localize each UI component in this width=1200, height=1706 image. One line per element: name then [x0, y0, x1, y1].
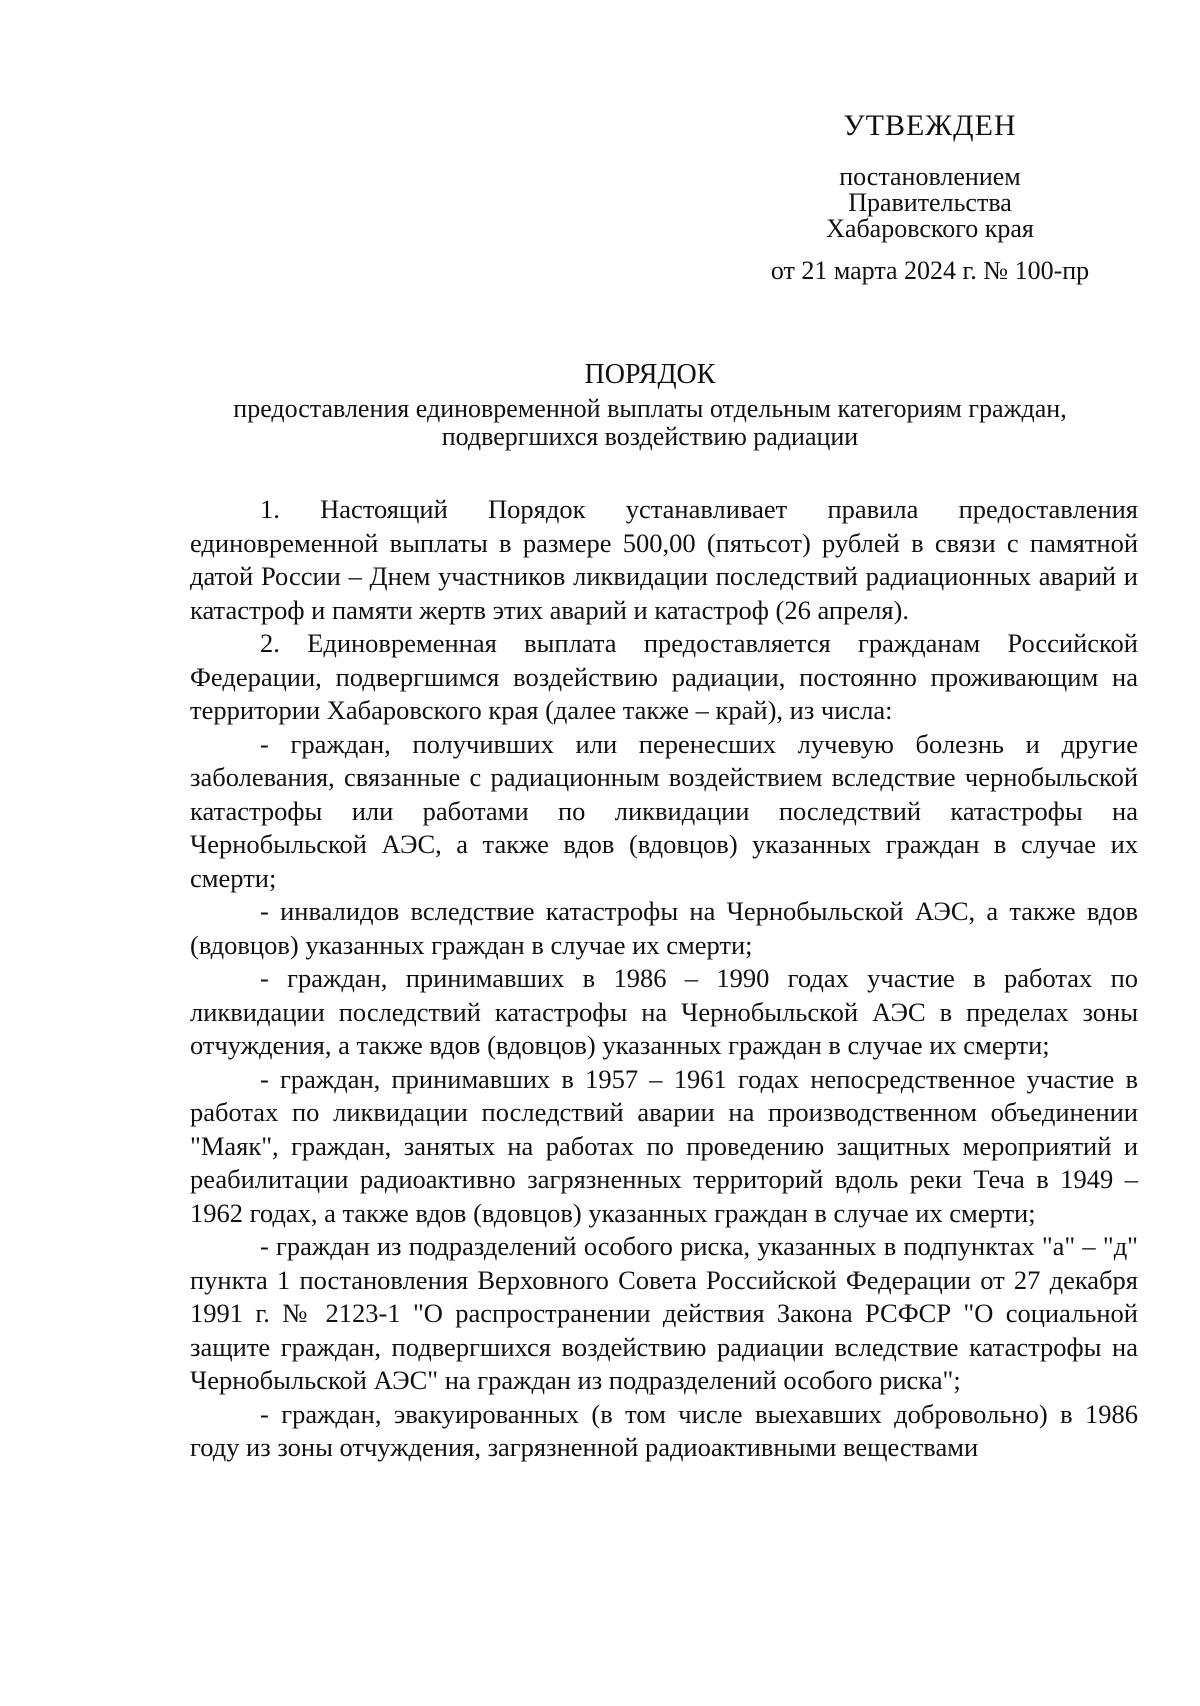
spacer: [740, 144, 1120, 164]
list-item: - граждан, принимавших в 1986 – 1990 годах участие в работах по ликвидации последствий катастрофы на Чернобыльской АЭС в пределах зоны отчуждения, а также вдов (вдовцов) указанных граждан в случае их смерти;: [190, 963, 1138, 1060]
list-item: - инвалидов вследствие катастрофы на Чернобыльской АЭС, а также вдов (вдовцов) указанных граждан в случае их смерти;: [190, 896, 1138, 960]
list-item: - граждан из подразделений особого риска, указанных в подпунктах "а" – "д" пункта 1 постановления Верховного Совета Российской Федерации от 27 декабря 1991 г. № 2123-1 "О распространении действия Закона РСФСР "О социальной защите граждан, подвергшихся воздействию радиации вследствие катастрофы на Чернобыльской АЭС" на граждан из подразделений особого риска";: [190, 1231, 1138, 1395]
approval-stamp-block: [740, 108, 1120, 286]
list-item: - граждан, эвакуированных (в том числе выехавших добровольно) в 1986 году из зоны отчуждения, загрязненной радиоактивными веществами: [190, 1398, 1138, 1462]
paragraph-2: 2. Единовременная выплата предоставляется гражданам Российской Федерации, подвергшимся воздействию радиации, постоянно проживающим на территории Хабаровского края (далее также – край), из числа:: [190, 628, 1138, 725]
list-item: - граждан, получивших или перенесших лучевую болезнь и другие заболевания, связанные с радиационным воздействием вследствие чернобыльской катастрофы или работами по ликвидации последствий катастрофы на Чернобыльской АЭС, а также вдов (вдовцов) указанных граждан в случае их смерти;: [190, 728, 1138, 893]
approval-line: постановлением: [839, 162, 1021, 191]
approval-line: Хабаровского края: [826, 214, 1034, 243]
document-body: [190, 493, 1138, 1465]
document-title-block: [150, 355, 1150, 451]
paragraph-1: 1. Настоящий Порядок устанавливает правила предоставления единовременной выплаты в размере 500,00 (пятьсот) рублей в связи с памятной датой России – Днем участников ликвидации последствий радиационных аварий и катастроф и памяти жертв этих аварий и катастроф (26 апреля).: [190, 494, 1138, 625]
document-subtitle-line: подвергшихся воздействию радиации: [441, 422, 859, 451]
approval-heading: УТВЕЖДЕН: [843, 109, 1017, 142]
document-subtitle-line: предоставления единовременной выплаты отдельным категориям граждан,: [233, 394, 1067, 423]
list-item: - граждан, принимавших в 1957 – 1961 годах непосредственное участие в работах по ликвидации последствий аварии на производственном объединении "Маяк", граждан, занятых на работах по проведению защитных мероприятий и реабилитации радиоактивно загрязненных территорий вдоль реки Теча в 1949 – 1962 годах, а также вдов (вдовцов) указанных граждан в случае их смерти;: [190, 1063, 1138, 1228]
document-title: ПОРЯДОК: [584, 359, 716, 390]
approval-line: Правительства: [848, 188, 1012, 217]
approval-date-number: от 21 марта 2024 г. № 100-пр: [770, 256, 1090, 285]
